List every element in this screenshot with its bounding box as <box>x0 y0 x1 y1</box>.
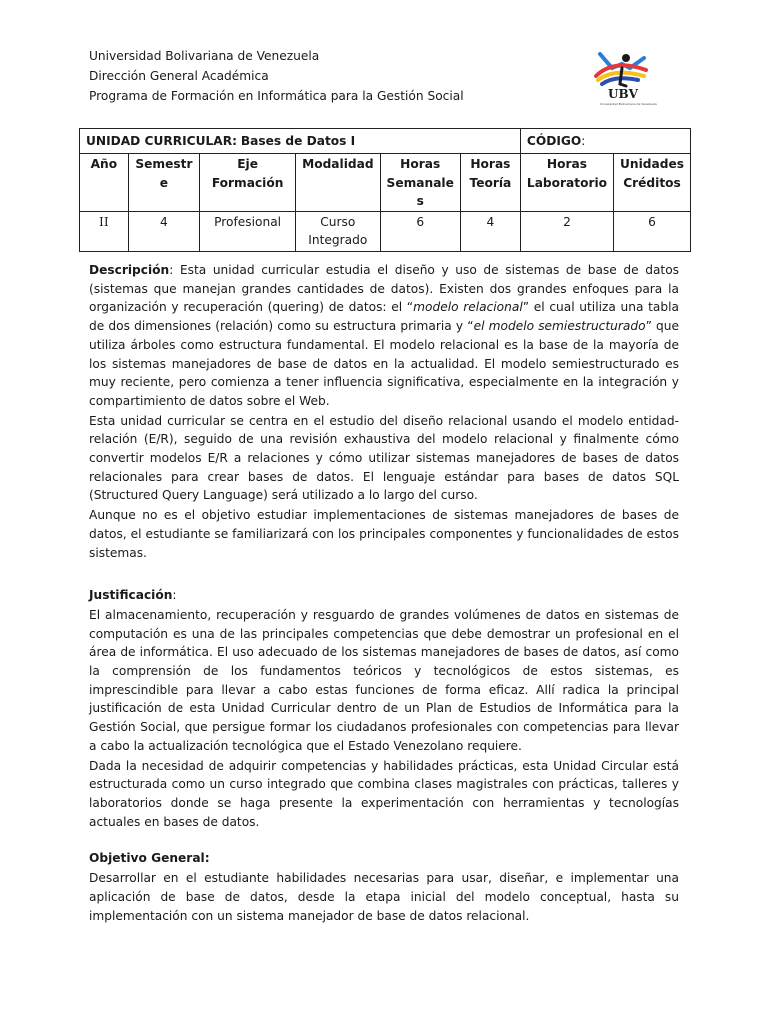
col-theory-hours: Horas Teoría <box>460 154 520 212</box>
justification-colon: : <box>172 588 177 603</box>
description-heading: Descripción <box>89 263 170 277</box>
objective-heading: Objetivo General: <box>89 851 210 866</box>
description-paragraph-3: Aunque no es el objetivo estudiar implementaciones de sistemas manejadores de bases de datos, el estudiante se familiarizará con los principales componentes y funcionalidades de estos sistemas. <box>89 508 679 560</box>
val-modality: Curso Integrado <box>296 211 380 251</box>
col-credits: Unidades Créditos <box>614 154 691 212</box>
val-semester: 4 <box>128 211 199 251</box>
description-text-a: : Esta unidad curricular estudia el diseño y uso de sistemas de base de datos (sistemas que manejan grandes cantidades de datos). Existen dos grandes enfoques para la organización y recuperación (quering) de datos: el “ <box>89 263 679 315</box>
document-body <box>89 261 679 925</box>
col-axis: Eje Formación <box>200 154 296 212</box>
val-lab-hours: 2 <box>520 211 613 251</box>
description-text-c: ” que utiliza árboles como estructura fundamental. El modelo relacional es la base de la mayoría de los sistemas manejadores de base de datos en la actualidad. El modelo semiestructurado es muy reciente, pero comienza a tener influencia significativa, especialmente en la integración y compartimiento de datos sobre el Web. <box>89 319 679 408</box>
val-axis: Profesional <box>200 211 296 251</box>
col-modality: Modalidad <box>296 154 380 212</box>
description-paragraph-2: Esta unidad curricular se centra en el estudio del diseño relacional usando el modelo entidad-relación (E/R), seguido de una revisión exhaustiva del modelo relacional y finalmente cómo convertir modelos E/R a relaciones y cómo utilizar sistemas manejadores de bases de datos relacionales para crear bases de datos. El lenguaje estándar para bases de datos SQL (Structured Query Language) será utilizado a lo largo del curso. <box>89 413 679 503</box>
justification-heading: Justificación <box>89 588 173 603</box>
unit-label: UNIDAD CURRICULAR: <box>86 134 237 148</box>
unit-title-cell <box>80 129 521 154</box>
col-year: Año <box>80 154 129 212</box>
col-lab-hours: Horas Laboratorio <box>520 154 613 212</box>
justification-paragraph-1: El almacenamiento, recuperación y resguardo de grandes volúmenes de datos en sistemas de computación es una de las principales competencias que debe demostrar un profesional en el área de informática. El uso adecuado de los sistemas manejadores de bases de datos, así como la comprensión de los fundamentos teóricos y tecnológicos de estos sistemas, es imprescindible para llevar a cabo estas funciones de forma eficaz. Allí radica la principal justificación de esta Unidad Curricular dentro de un Plan de Estudios de Informática para la Gestión Social, que persigue formar los ciudadanos profesionales con competencias para llevar a cabo la actualización tecnológica que el Estado Venezolano requiere. <box>89 607 679 753</box>
section-spacer <box>89 831 679 849</box>
ubv-logo <box>586 50 658 108</box>
description-text-b: ” el cual utiliza una tabla de dos dimensiones (relación) como su estructura primaria y “ <box>89 300 679 334</box>
direction-name: Dirección General Académica <box>89 69 269 83</box>
unit-name: Bases de Datos I <box>240 134 356 148</box>
col-weekly-hours: Horas Semanale s <box>380 154 460 212</box>
objective-paragraph-1: Desarrollar en el estudiante habilidades necesarias para usar, diseñar, e implementar una aplicación de base de datos, desde la etapa inicial del modelo conceptual, hasta su implementación con un sistema manejador de base de datos relacional. <box>89 871 679 923</box>
val-year: II <box>80 211 129 251</box>
ubv-logo-graphic <box>586 50 658 108</box>
col-semester: Semestr e <box>128 154 199 212</box>
description-em-2: el modelo semiestructurado <box>473 319 646 334</box>
justification-paragraph-2: Dada la necesidad de adquirir competencias y habilidades prácticas, esta Unidad Circular está estructurada como un curso integrado que combina clases magistrales con prácticas, talleres y laboratorios donde se haga presente la experimentación con herramientas y tecnologías actuales en bases de datos. <box>89 758 679 829</box>
code-cell <box>520 129 690 154</box>
svg-text:UBV: UBV <box>608 87 638 101</box>
val-weekly-hours: 6 <box>380 211 460 251</box>
university-name: Universidad Bolivariana de Venezuela <box>89 49 320 63</box>
objective-heading-line <box>89 849 679 868</box>
code-label: CÓDIGO <box>526 134 582 148</box>
section-spacer <box>89 562 679 586</box>
description-paragraph-1 <box>89 261 679 411</box>
values-row <box>80 211 691 251</box>
val-theory-hours: 4 <box>460 211 520 251</box>
program-name: Programa de Formación en Informática para la Gestión Social <box>89 89 464 103</box>
description-em-1: modelo relacional <box>413 300 523 315</box>
val-credits: 6 <box>614 211 691 251</box>
institution-header <box>89 46 464 106</box>
column-header-row <box>80 154 691 212</box>
curricular-unit-table <box>79 128 691 252</box>
unit-title-row <box>80 129 691 154</box>
justification-heading-line <box>89 586 679 605</box>
svg-text:Universidad Bolivariana de Ven: Universidad Bolivariana de Venezuela <box>600 102 657 106</box>
code-colon: : <box>581 134 586 148</box>
